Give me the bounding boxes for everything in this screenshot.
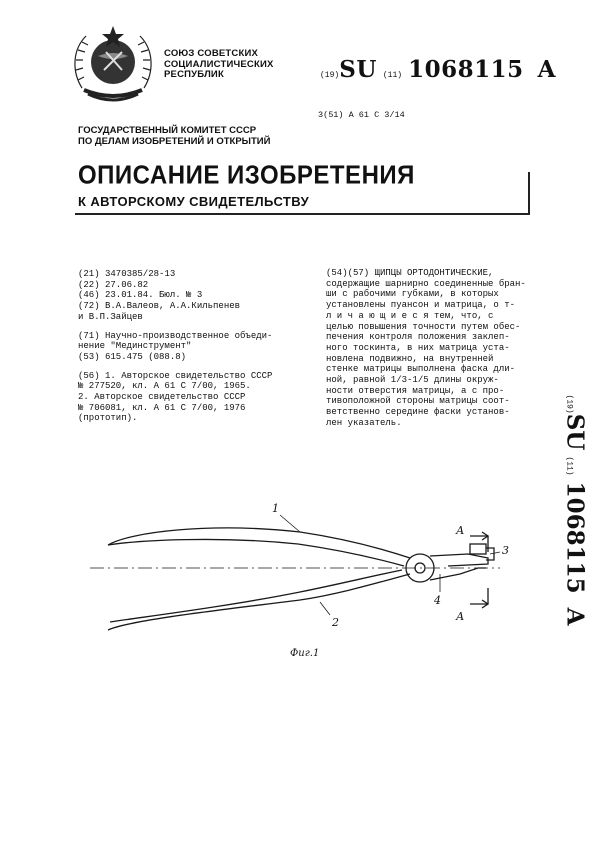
biblio-line: (46) 23.01.84. Бюл. № 3 (78, 290, 203, 301)
biblio-line: (72) В.А.Валеов, А.А.Кильпенев (78, 301, 241, 312)
abstract-line: лен указатель. (326, 417, 402, 428)
committee-line: ПО ДЕЛАМ ИЗОБРЕТЕНИЙ И ОТКРЫТИЙ (78, 136, 271, 147)
document-subtitle: К АВТОРСКОМУ СВИДЕТЕЛЬСТВУ (78, 194, 310, 209)
lower-jaw (430, 568, 486, 580)
lower-handle-inner (110, 570, 402, 622)
committee-line: ГОСУДАРСТВЕННЫЙ КОМИТЕТ СССР (78, 125, 257, 136)
leader-1 (280, 515, 300, 532)
label-3: 3 (502, 544, 509, 557)
abstract-line: стенке матрицы выполнена фаска дли- (326, 364, 516, 375)
label-4: 4 (434, 594, 441, 607)
abstract (326, 268, 551, 429)
inid-code-11: (11) (382, 71, 403, 80)
abstract-line: л и ч а ю щ и е с я тем, что, с (326, 310, 494, 321)
biblio-line: 2. Авторское свидетельство СССР (78, 392, 246, 403)
bibliographic-data (78, 269, 318, 424)
abstract-line: целью повышения точности путем обес- (326, 321, 521, 332)
issuing-country (164, 49, 274, 81)
abstract-line: тивоположной стороны матрицы соот- (326, 396, 510, 407)
upper-handle (108, 528, 410, 558)
figure-caption: Фиг.1 (290, 648, 320, 659)
document-title: ОПИСАНИЕ ИЗОБРЕТЕНИЯ (78, 161, 415, 191)
inid-code-19: (19) (320, 71, 340, 80)
abstract-line: ности отверстия матрицы, а с про- (326, 385, 505, 396)
title-vertical-rule (528, 172, 530, 214)
leader-2 (320, 602, 330, 615)
ipc-class: 3(51) A 61 C 3/14 (318, 110, 405, 120)
section-label-top: А (456, 524, 465, 537)
country-code: SU (561, 413, 589, 451)
publication-number (320, 56, 556, 86)
biblio-line: (71) Научно-производственное объеди- (78, 330, 273, 341)
kind-code: A (561, 607, 589, 626)
biblio-line: нение "Мединструмент" (78, 341, 192, 352)
biblio-line: (56) 1. Авторское свидетельство СССР (78, 370, 273, 381)
label-1: 1 (272, 502, 279, 515)
abstract-line: печения контроля положения заклеп- (326, 332, 510, 343)
label-2: 2 (332, 616, 339, 629)
biblio-line: и В.П.Зайцев (78, 311, 143, 322)
patent-number: 1068115 (408, 56, 524, 83)
abstract-line: установлены пуансон и матрица, о т- (326, 300, 516, 311)
biblio-line: (прототип). (78, 413, 138, 424)
inid-code-19: (19) (564, 394, 574, 414)
abstract-line: ветственно середине фаски установ- (326, 407, 510, 418)
org-line: СОЮЗ СОВЕТСКИХ (164, 48, 259, 59)
org-line: РЕСПУБЛИК (164, 69, 224, 80)
abstract-line: ного тоскинта, в них матрица уста- (326, 342, 510, 353)
matrix (470, 544, 486, 554)
patent-number: 1068115 (561, 481, 589, 594)
abstract-line: ши с рабочими губками, в которых (326, 289, 499, 300)
committee-name (78, 125, 270, 147)
country-code: SU (339, 56, 377, 83)
abstract-line: ной, равной 1/3-1/5 длины окруж- (326, 375, 499, 386)
leader-3 (490, 552, 500, 554)
ussr-emblem-icon (68, 22, 158, 106)
org-line: СОЦИАЛИСТИЧЕСКИХ (164, 58, 274, 70)
abstract-line: (54)(57) ЩИПЦЫ ОРТОДОНТИЧЕСКИЕ, (326, 268, 494, 278)
upper-jaw (430, 554, 488, 566)
kind-code: A (537, 56, 556, 83)
biblio-line: (21) 3470385/28-13 (78, 269, 176, 279)
abstract-line: новлена подвижно, на внутренней (326, 353, 494, 364)
title-rule (75, 213, 530, 215)
abstract-line: содержащие шарнирно соединенные бран- (326, 278, 526, 289)
inid-code-11: (11) (564, 456, 574, 476)
biblio-line: № 277520, кл. А 61 С 7/00, 1965. (78, 381, 251, 392)
biblio-line: (53) 615.475 (088.8) (78, 351, 187, 362)
section-label-bottom: А (456, 610, 465, 623)
biblio-line: № 706081, кл. А 61 С 7/00, 1976 (78, 402, 246, 413)
lower-handle (108, 574, 410, 630)
biblio-line: (22) 27.06.82 (78, 279, 149, 290)
